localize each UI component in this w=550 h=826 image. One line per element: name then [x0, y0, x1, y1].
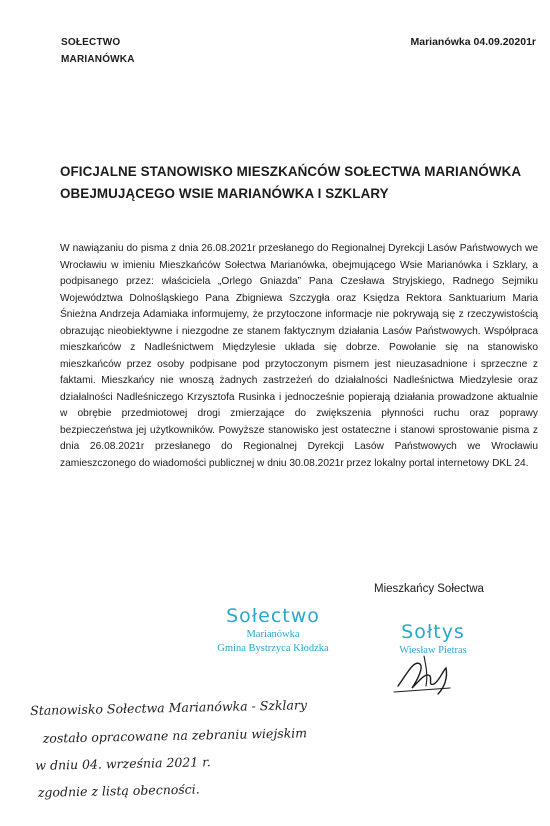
- stamp-soltys-line-1: Sołtys: [401, 621, 465, 643]
- sender-line-1: SOŁECTWO: [61, 37, 121, 48]
- title-line-1: OFICJALNE STANOWISKO MIESZKAŃCÓW SOŁECTWA MARIANÓWKA: [60, 164, 522, 179]
- stamp-soltys-line-2: Wiesław Pietras: [399, 645, 467, 656]
- stamp-solectwo-line-1: Sołectwo: [226, 605, 320, 627]
- handwritten-line-2: zostało opracowane na zebraniu wiejskim: [42, 725, 308, 746]
- stamp-solectwo-line-3: Gmina Bystrzyca Kłodzka: [217, 643, 329, 654]
- document-title: [60, 161, 530, 205]
- solectwo-stamp: [198, 604, 348, 656]
- body-paragraph: W nawiązaniu do pisma z dnia 26.08.2021r przesłanego do Regionalnej Dyrekcji Lasów Państwowych we Wrocławiu w imieniu Mieszkańców Sołectwa Marianówka, obejmującego Wsie Marianówka i Szklary, a podpisanego przez: właściciela „Orlego Gniazda” Pana Czesława Stryjskiego, Radnego Sejmiku Województwa Dolnośląskiego Pana Zbigniewa Szczygła oraz Księdza Rektora Sanktuarium Maria Śnieżna Andrzeja Adamiaka informujemy, że przytoczone informacje nie pokrywają się z rzeczywistością obrazując nieobiektywne i niezgodne ze stanem faktycznym działania Lasów Państwowych. Współpraca mieszkańców z Nadleśnictwem Międzylesie układa się dobrze. Powołanie się na stanowisko mieszkańców przez osoby podpisane pod przytoczonym pismem jest nieuzasadnione i sprzeczne z faktami. Mieszkańcy nie wnoszą żadnych zastrzeżeń do działalności Nadleśnictwa Miedzylesie oraz działalności Nadleśniczego Krzysztofa Rusinka i jednocześnie popierają działania prowadzone aktualnie w obrębie przedmiotowej drogi zmierzające do zwiększenia płynności ruchu oraz poprawy bezpieczeństwa jej użytkowników. Powyższe stanowisko jest ostateczne i stanowi sprostowanie pisma z dnia 26.08.2021r przesłanego do Regionalnej Dyrekcji Lasów Państwowych we Wrocławiu zamieszczonego do wiadomości publicznej w dniu 30.08.2021r przez lokalny portal internetowy DKL 24.: [60, 243, 538, 469]
- document-date: Marianówka 04.09.20201r: [410, 36, 536, 48]
- handwritten-line-3: w dniu 04. września 2021 r.: [35, 754, 211, 773]
- title-line-2: OBEJMUJĄCEGO WSIE MARIANÓWKA I SZKLARY: [60, 186, 389, 201]
- handwritten-line-4: zgodnie z listą obecności.: [37, 781, 200, 800]
- handwritten-signature: [390, 642, 460, 702]
- sender-line-2: MARIANÓWKA: [61, 54, 135, 65]
- signoff: Mieszkańcy Sołectwa: [374, 583, 484, 595]
- handwritten-line-1: Stanowisko Sołectwa Marianówka - Szklary: [30, 697, 308, 718]
- stamp-solectwo-line-2: Marianówka: [246, 629, 300, 640]
- sender-block: [61, 34, 135, 68]
